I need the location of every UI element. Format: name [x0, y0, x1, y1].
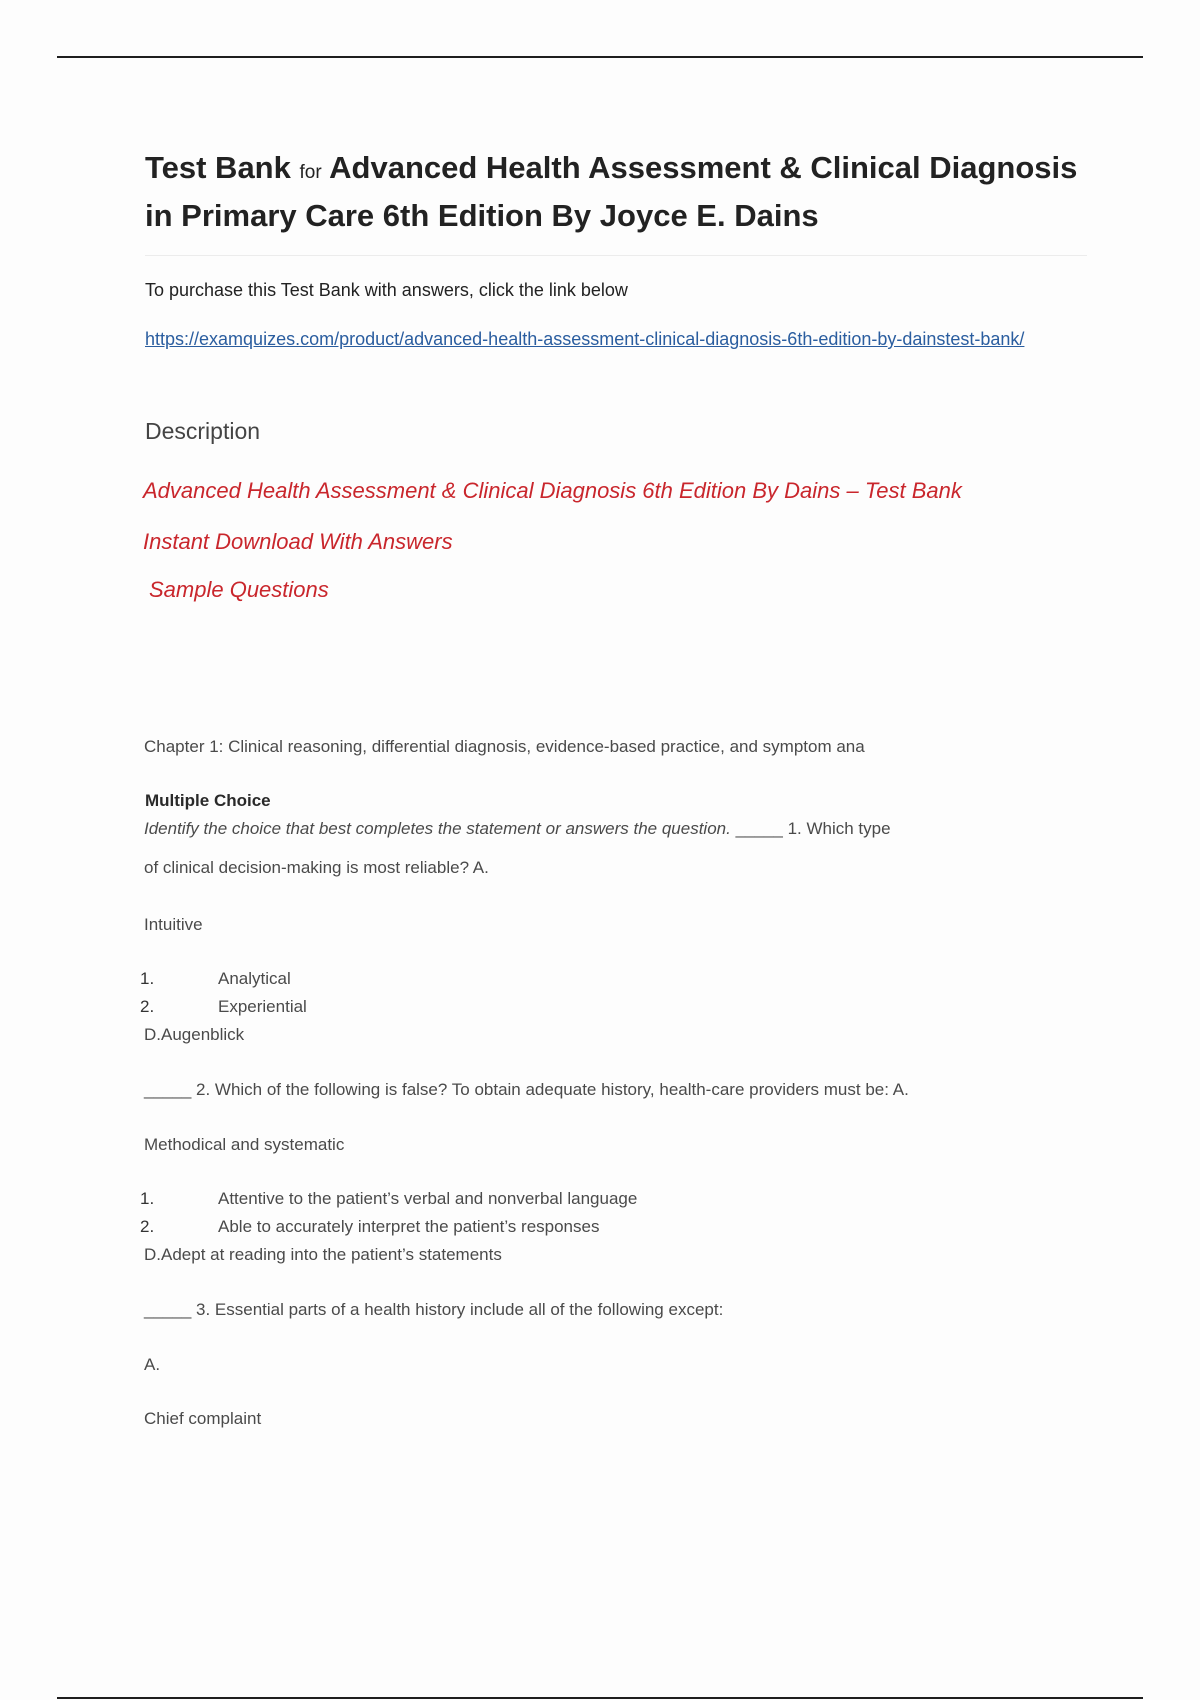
question-1-stem: _____ 1. Which type — [735, 819, 891, 838]
question-2-option-num: 1. — [140, 1189, 155, 1208]
section-heading: Multiple Choice — [145, 791, 271, 810]
question-2-option-a: Methodical and systematic — [144, 1135, 345, 1154]
highlight-title: Advanced Health Assessment & Clinical Diagnosis 6th Edition By Dains – Test Bank — [143, 478, 962, 503]
question-1-option-d: D.Augenblick — [144, 1025, 245, 1044]
instructions: Identify the choice that best completes the statement or answers the question. — [144, 819, 731, 838]
question-1-option-c: Experiential — [218, 997, 307, 1016]
question-1-option-num: 1. — [140, 969, 155, 988]
bottom-rule — [57, 1697, 1143, 1699]
top-rule — [57, 56, 1143, 58]
highlight-download: Instant Download With Answers — [143, 529, 453, 554]
title-part2: Advanced Health Assessment & Clinical Diagnosis in Primary Care 6th Edition By Joyce E. Dains — [145, 150, 1078, 233]
question-2-option-num: 2. — [140, 1217, 155, 1236]
question-1-line2: of clinical decision-making is most reliable? A. — [144, 858, 489, 877]
question-1-option-b: Analytical — [218, 969, 291, 988]
question-3-stem: _____ 3. Essential parts of a health history include all of the following except: — [144, 1300, 724, 1319]
question-1-option-num: 2. — [140, 997, 155, 1016]
purchase-link[interactable]: https://examquizes.com/product/advanced-health-assessment-clinical-diagnosis-6th-edition-by-dainstest-bank/ — [145, 329, 1025, 349]
page-title — [145, 146, 1105, 237]
title-divider — [145, 255, 1087, 256]
question-2-option-b: Attentive to the patient’s verbal and nonverbal language — [218, 1189, 638, 1208]
question-3-option-a: Chief complaint — [144, 1409, 262, 1428]
chapter-heading: Chapter 1: Clinical reasoning, differential diagnosis, evidence-based practice, and symptom ana — [144, 737, 865, 756]
purchase-text: To purchase this Test Bank with answers, click the link below — [145, 280, 628, 300]
question-1-option-a: Intuitive — [144, 915, 203, 934]
question-2-stem: _____ 2. Which of the following is false? To obtain adequate history, health-care providers must be: A. — [144, 1080, 909, 1099]
question-2-option-c: Able to accurately interpret the patient’s responses — [218, 1217, 600, 1236]
question-2-option-d: D.Adept at reading into the patient’s statements — [144, 1245, 502, 1264]
description-heading: Description — [145, 418, 261, 444]
highlight-sample: Sample Questions — [149, 577, 329, 602]
question-3-label: A. — [144, 1355, 161, 1374]
title-part1: Test Bank — [145, 150, 291, 185]
title-connector: for — [299, 162, 322, 183]
question-1-line1 — [144, 819, 891, 839]
